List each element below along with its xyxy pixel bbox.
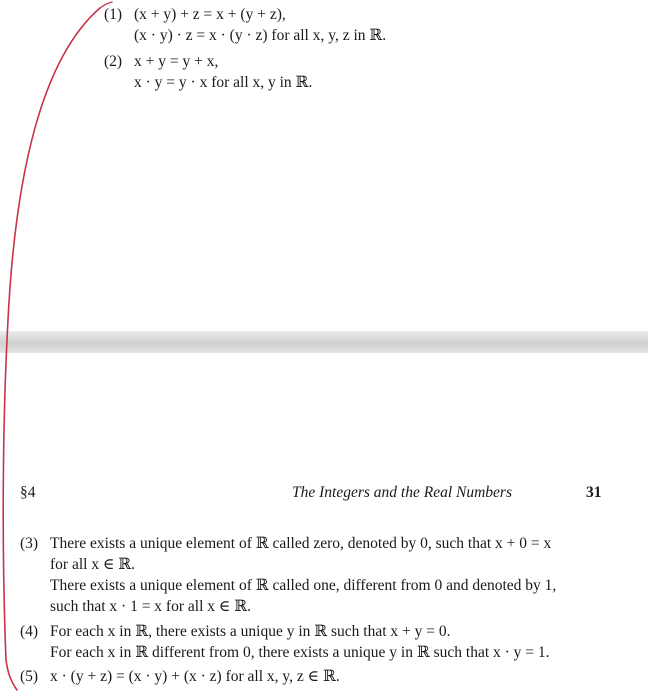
item-3-line-1: There exists a unique element of ℝ called zero, denoted by 0, such that x + 0 = x	[50, 535, 552, 552]
item-3-line-4: such that x · 1 = x for all x ∈ ℝ.	[50, 598, 251, 615]
running-title: The Integers and the Real Numbers	[292, 484, 512, 501]
item-4-line-2: For each x in ℝ different from 0, there exists a unique y in ℝ such that x · y = 1.	[50, 644, 550, 661]
item-3-line-2: for all x ∈ ℝ.	[50, 556, 136, 573]
item-4-label: (4)	[20, 623, 39, 640]
item-2-label: (2)	[104, 53, 123, 70]
item-1-label: (1)	[104, 6, 123, 23]
item-3-label: (3)	[20, 535, 39, 552]
item-4-line-1: For each x in ℝ, there exists a unique y in ℝ such that x + y = 0.	[50, 623, 451, 640]
item-2-line-1: x + y = y + x,	[134, 53, 219, 70]
item-5-line-1: x · (y + z) = (x · y) + (x · z) for all x, y, z ∈ ℝ.	[50, 668, 340, 685]
item-1-line-2: (x · y) · z = x · (y · z) for all x, y, z in ℝ.	[134, 27, 387, 44]
item-1-line-1: (x + y) + z = x + (y + z),	[134, 6, 286, 23]
page-number: 31	[586, 484, 602, 501]
section-number: §4	[20, 484, 36, 501]
item-2-line-2: x · y = y · x for all x, y in ℝ.	[134, 74, 313, 91]
page-divider	[0, 331, 648, 353]
item-3-line-3: There exists a unique element of ℝ called one, different from 0 and denoted by 1,	[50, 577, 557, 594]
item-5-label: (5)	[20, 668, 39, 685]
